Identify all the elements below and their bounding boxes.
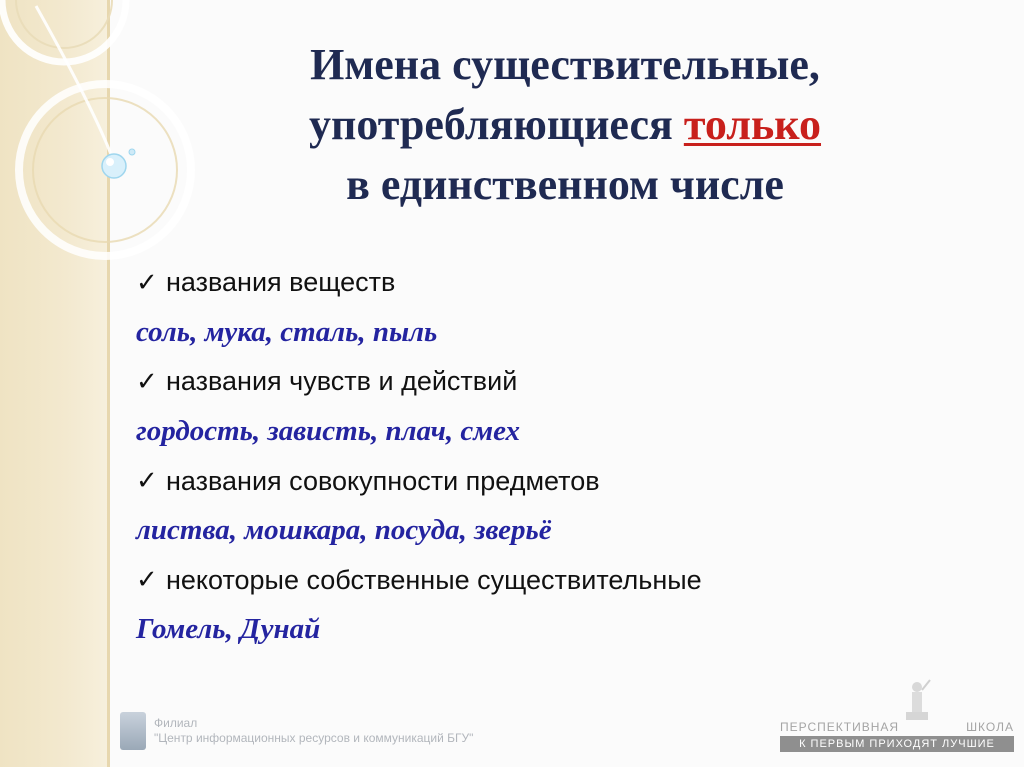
noun-category-list [136, 258, 996, 655]
category-label: названия совокупности предметов [166, 465, 600, 496]
brand-name-left: ПЕРСПЕКТИВНАЯ [780, 720, 900, 734]
examples-row [136, 506, 996, 556]
title-line-1: Имена существительные, [310, 40, 820, 89]
list-item [136, 556, 996, 606]
title-line-3: в единственном числе [346, 160, 784, 209]
examples-text: гордость, зависть, плач, смех [136, 415, 521, 448]
footer-brand [780, 676, 1014, 756]
filial-name: "Центр информационных ресурсов и коммуникаций БГУ" [154, 731, 474, 745]
filial-label: Филиал [154, 716, 198, 730]
examples-text: Гомель, Дунай [136, 613, 321, 646]
slide-title [150, 35, 980, 215]
examples-row [136, 308, 996, 358]
list-item [136, 357, 996, 407]
category-label: некоторые собственные существительные [166, 564, 702, 595]
examples-row [136, 605, 996, 655]
category-label: названия чувств и действий [166, 366, 518, 397]
footer-affiliation [120, 712, 473, 750]
brand-name-right: ШКОЛА [966, 720, 1014, 734]
examples-row [136, 407, 996, 457]
checkmark-icon: ✓ [136, 565, 158, 595]
category-label: названия веществ [166, 267, 396, 298]
title-line-2-text: употребляющиеся [308, 100, 684, 149]
bubble-icon [102, 154, 126, 178]
brand-slogan: К ПЕРВЫМ ПРИХОДЯТ ЛУЧШИЕ [780, 736, 1014, 752]
examples-text: соль, мука, сталь, пыль [136, 315, 438, 348]
university-logo-icon [120, 712, 146, 750]
list-item [136, 258, 996, 308]
monument-icon [902, 676, 932, 722]
title-line-2 [150, 95, 980, 155]
checkmark-icon: ✓ [136, 466, 158, 496]
examples-text: листва, мошкара, посуда, зверьё [136, 514, 552, 547]
list-item [136, 456, 996, 506]
title-accent-word: только [683, 100, 822, 149]
small-bubble-icon [129, 149, 135, 155]
checkmark-icon: ✓ [136, 267, 158, 297]
checkmark-icon: ✓ [136, 366, 158, 396]
